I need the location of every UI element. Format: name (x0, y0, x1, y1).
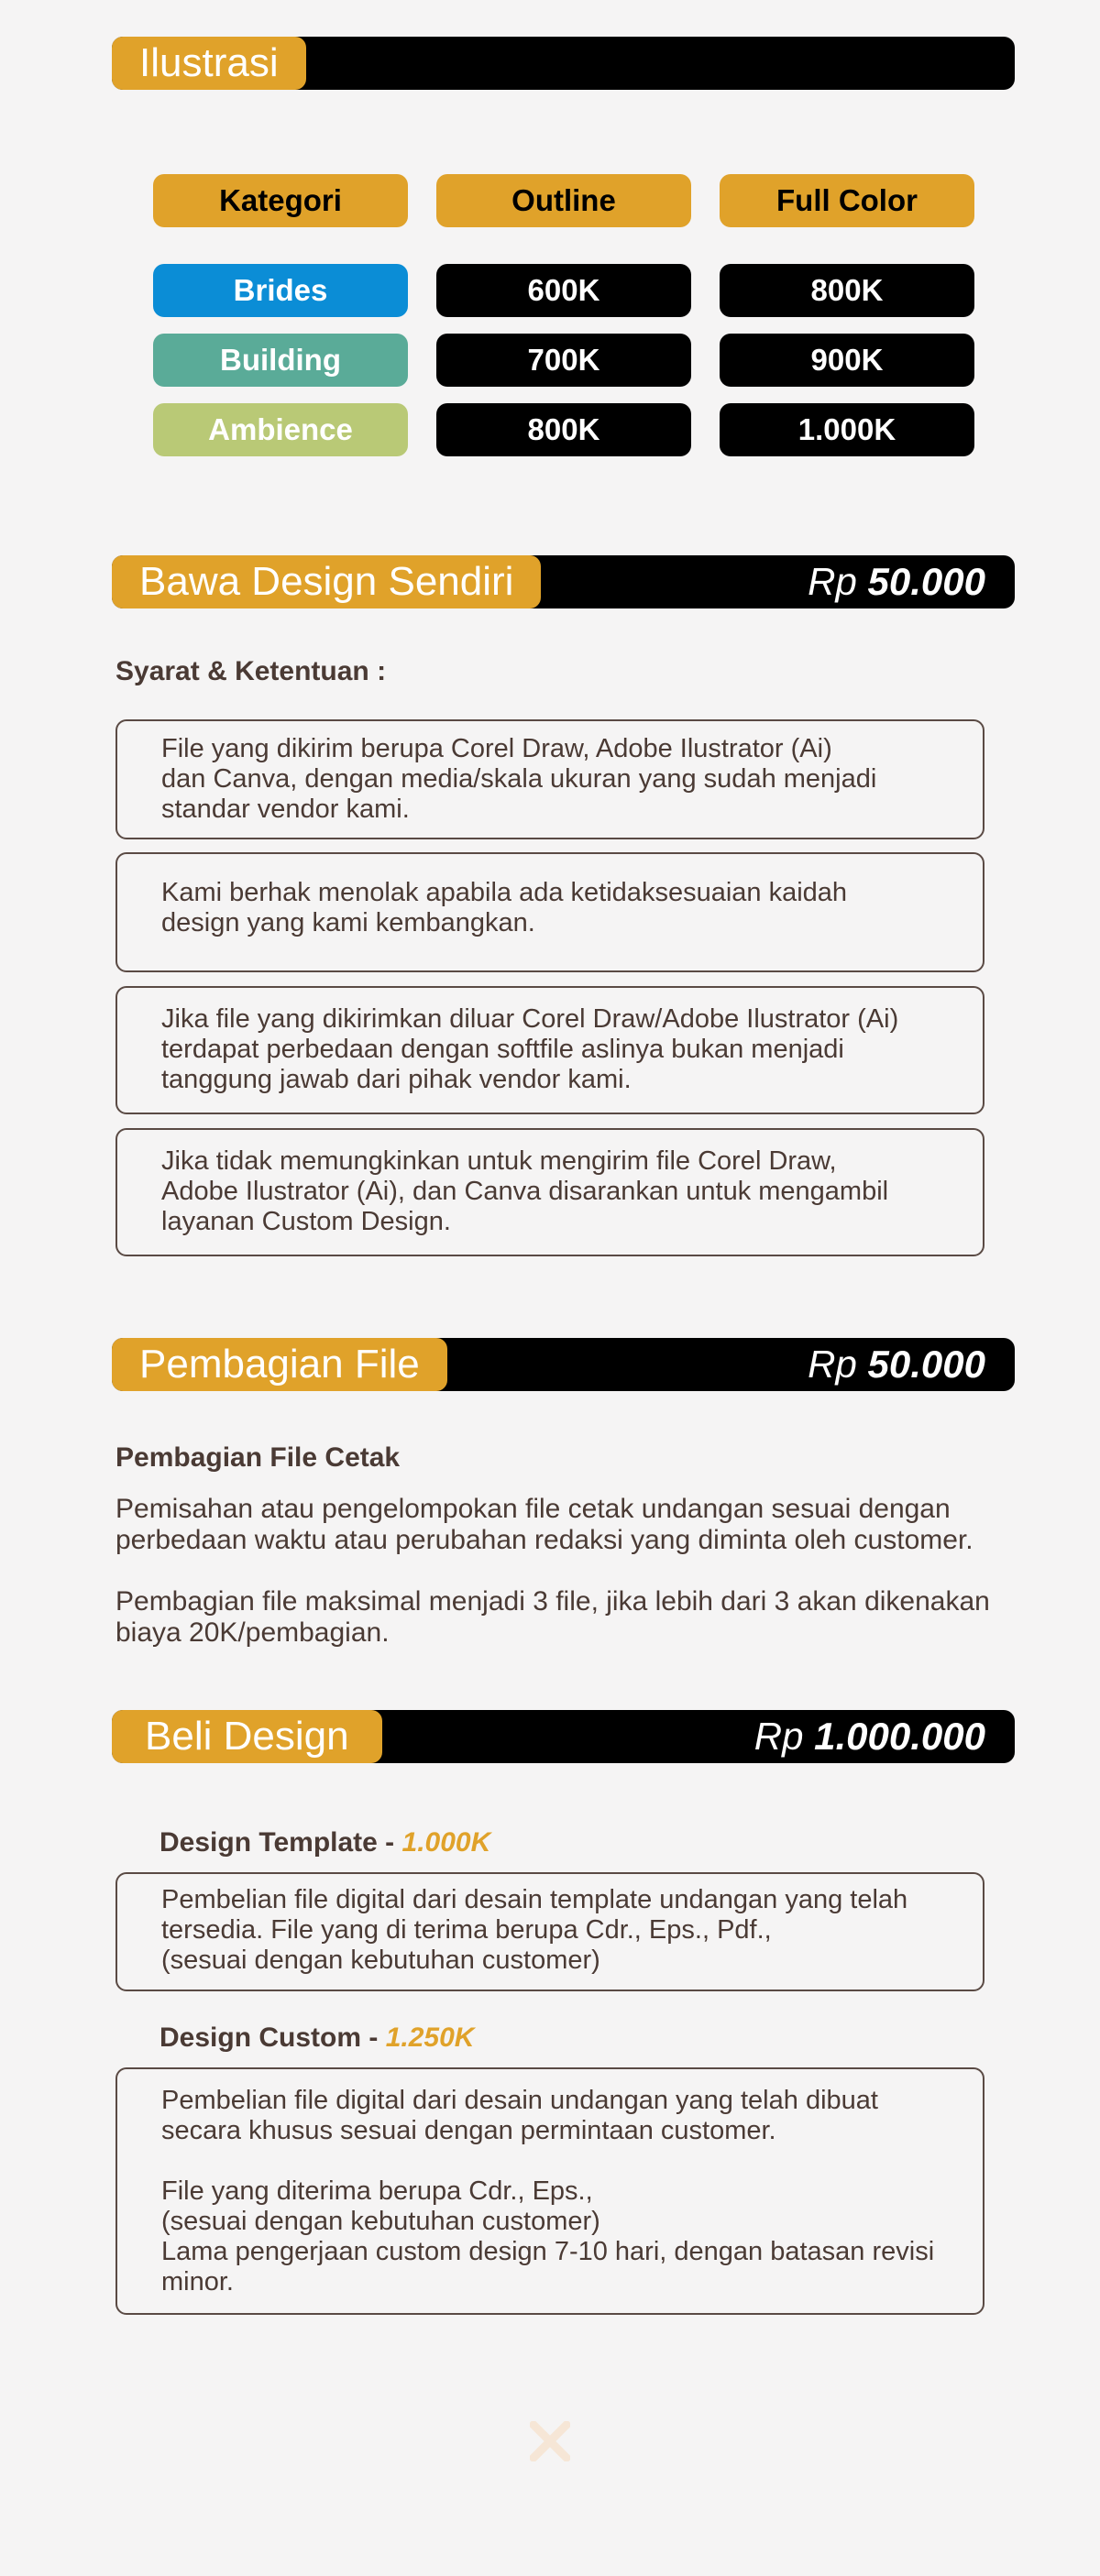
term-text-3: Jika file yang dikirimkan diluar Corel Draw/Adobe Ilustrator (Ai) terdapat perbedaan dengan softfile aslinya bukan menjadi tanggung jawab dari pihak vendor kami. (161, 1004, 899, 1094)
design-template-box (116, 1872, 984, 1991)
term-text-1: File yang dikirim berupa Corel Draw, Adobe Ilustrator (Ai) dan Canva, dengan media/skala ukuran yang sudah menjadi standar vendor kami. (161, 734, 877, 824)
watermark-logo-icon (530, 2421, 570, 2461)
pembagian-file-subtitle: Pembagian File Cetak (116, 1442, 401, 1473)
design-template-price: 1.000K (402, 1827, 491, 1858)
price-prefix: Rp (808, 560, 857, 603)
term-box-3 (116, 986, 984, 1114)
pembagian-file-paragraph-2: Pembagian file maksimal menjadi 3 file, jika lebih dari 3 akan dikenakan biaya 20K/pembagian. (116, 1586, 990, 1648)
price-building-full-color: 900K (720, 334, 974, 387)
design-custom-description: Pembelian file digital dari desain undangan yang telah dibuat secara khusus sesuai dengan permintaan customer. File yang diterima berupa Cdr., Eps., (sesuai dengan kebutuhan customer) Lama pengerjaan custom design 7-10 hari, dengan batasan revisi minor. (161, 2086, 935, 2296)
bawa-design-price (808, 555, 985, 608)
header-kategori: Kategori (153, 174, 408, 227)
price-brides-outline: 600K (436, 264, 691, 317)
design-template-heading (160, 1827, 490, 1858)
term-box-2 (116, 852, 984, 972)
ilustrasi-header-bar (112, 37, 1015, 90)
terms-title: Syarat & Ketentuan : (116, 656, 387, 686)
price-brides-full-color: 800K (720, 264, 974, 317)
pembagian-file-header-bar (112, 1338, 1015, 1391)
term-text-4: Jika tidak memungkinkan untuk mengirim file Corel Draw, Adobe Ilustrator (Ai), dan Canva disarankan untuk mengambil layanan Custom Design. (161, 1146, 889, 1236)
price-ambience-full-color: 1.000K (720, 403, 974, 456)
price-amount: 50.000 (867, 1343, 985, 1386)
header-full-color: Full Color (720, 174, 974, 227)
category-ambience: Ambience (153, 403, 408, 456)
bawa-design-header-bar (112, 555, 1015, 608)
beli-design-title: Beli Design (112, 1710, 382, 1763)
beli-design-price (754, 1710, 985, 1763)
design-custom-label: Design Custom - (160, 2022, 379, 2053)
term-text-2: Kami berhak menolak apabila ada ketidaksesuaian kaidah design yang kami kembangkan. (161, 878, 848, 937)
design-custom-box (116, 2067, 984, 2315)
design-custom-price: 1.250K (385, 2022, 475, 2053)
price-amount: 50.000 (867, 560, 985, 603)
term-box-1 (116, 719, 984, 839)
price-amount: 1.000.000 (814, 1715, 985, 1758)
design-template-label: Design Template - (160, 1827, 395, 1858)
pembagian-file-price (808, 1338, 985, 1391)
pembagian-file-paragraph-1: Pemisahan atau pengelompokan file cetak undangan sesuai dengan perbedaan waktu atau perubahan redaksi yang diminta oleh customer. (116, 1494, 974, 1555)
price-building-outline: 700K (436, 334, 691, 387)
price-prefix: Rp (808, 1343, 857, 1386)
bawa-design-title: Bawa Design Sendiri (112, 555, 541, 608)
pembagian-file-title: Pembagian File (112, 1338, 447, 1391)
design-template-description: Pembelian file digital dari desain template undangan yang telah tersedia. File yang di terima berupa Cdr., Eps., Pdf., (sesuai dengan kebutuhan customer) (161, 1885, 908, 1975)
ilustrasi-title: Ilustrasi (112, 37, 306, 90)
price-prefix: Rp (754, 1715, 804, 1758)
price-ambience-outline: 800K (436, 403, 691, 456)
design-custom-heading (160, 2022, 474, 2054)
beli-design-header-bar (112, 1710, 1015, 1763)
category-brides: Brides (153, 264, 408, 317)
term-box-4 (116, 1128, 984, 1256)
category-building: Building (153, 334, 408, 387)
header-outline: Outline (436, 174, 691, 227)
